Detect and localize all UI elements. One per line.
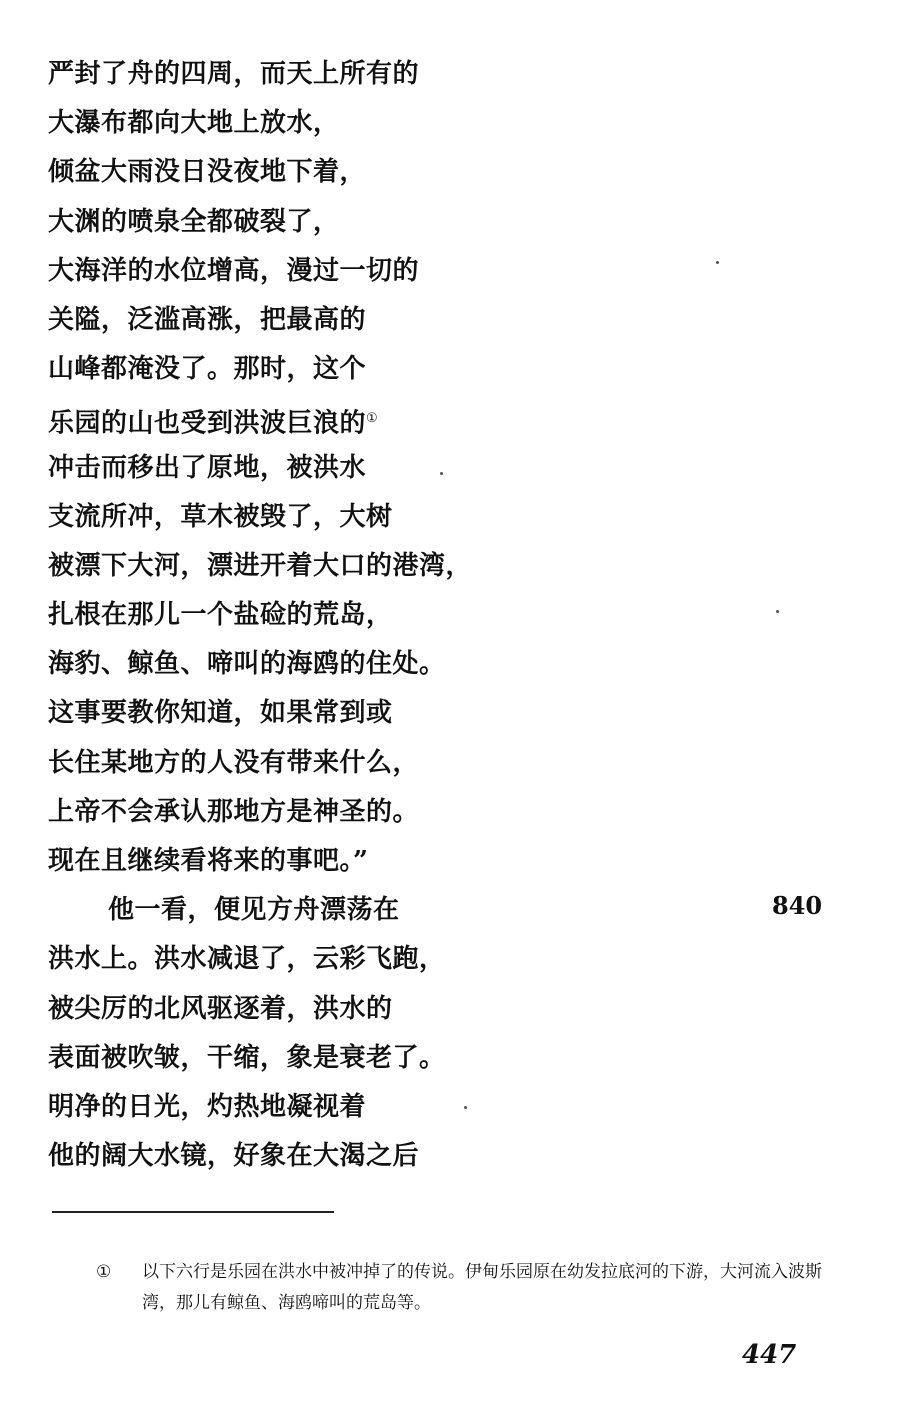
poem-line: 冲击而移出了原地，被洪水 bbox=[48, 452, 367, 483]
scan-speck bbox=[716, 261, 719, 264]
poem-line: 被漂下大河，漂进开着大口的港湾， bbox=[48, 550, 473, 581]
poem-line: 山峰都淹没了。那时，这个 bbox=[48, 354, 367, 385]
footnote-marker: ① bbox=[96, 1262, 112, 1282]
scan-speck bbox=[440, 472, 443, 475]
poem-text bbox=[48, 50, 688, 1181]
poem-line-indented: 他一看，便见方舟漂荡在 bbox=[108, 895, 400, 926]
poem-line: 现在且继续看将来的事吧。” bbox=[48, 846, 369, 876]
poem-line: 洪水上。洪水减退了，云彩飞跑， bbox=[48, 944, 446, 975]
line-number: 840 bbox=[772, 891, 823, 920]
scan-speck bbox=[776, 610, 779, 613]
footnote bbox=[96, 1257, 836, 1319]
poem-line: 上帝不会承认那地方是神圣的。 bbox=[48, 796, 420, 827]
footnote-reference: ① bbox=[366, 411, 379, 427]
poem-line: 表面被吹皱，干缩，象是衰老了。 bbox=[48, 1042, 446, 1073]
poem-line: 支流所冲，草木被毁了，大树 bbox=[48, 501, 393, 532]
scan-speck bbox=[464, 1106, 467, 1109]
poem-line: 乐园的山也受到洪波巨浪的① bbox=[48, 408, 379, 439]
poem-line: 关隘，泛滥高涨，把最高的 bbox=[48, 304, 367, 335]
poem-line: 严封了舟的四周，而天上所有的 bbox=[48, 59, 420, 89]
poem-line: 这事要教你知道，如果常到或 bbox=[48, 698, 393, 729]
poem-line: 倾盆大雨没日没夜地下着， bbox=[48, 157, 367, 188]
poem-line: 扎根在那儿一个盐硷的荒岛， bbox=[48, 600, 393, 631]
poem-line: 大瀑布都向大地上放水， bbox=[48, 108, 340, 139]
footnote-divider bbox=[52, 1211, 334, 1213]
footnote-text: 以下六行是乐园在洪水中被冲掉了的传说。伊甸乐园原在幼发拉底河的下游，大河流入波斯湾，那儿有鲸鱼、海鸥啼叫的荒岛等。 bbox=[142, 1262, 822, 1313]
page-number: 447 bbox=[742, 1340, 797, 1370]
poem-line: 被尖厉的北风驱逐着，洪水的 bbox=[48, 993, 393, 1024]
poem-line: 他的阔大水镜，好象在大渴之后 bbox=[48, 1141, 420, 1172]
poem-line: 大渊的喷泉全都破裂了， bbox=[48, 206, 340, 237]
poem-line: 长住某地方的人没有带来什么， bbox=[48, 747, 420, 778]
poem-line: 海豹、鲸鱼、啼叫的海鸥的住处。 bbox=[48, 649, 446, 680]
poem-line: 明净的日光，灼热地凝视着 bbox=[48, 1091, 367, 1122]
poem-line: 大海洋的水位增高，漫过一切的 bbox=[48, 255, 420, 286]
